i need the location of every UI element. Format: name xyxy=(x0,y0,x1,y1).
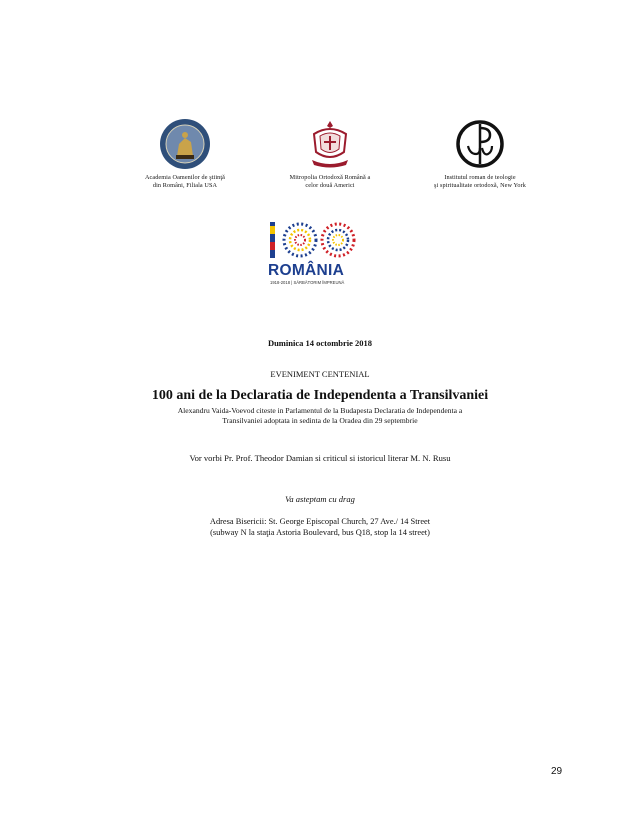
event-address xyxy=(0,516,640,538)
event-type: EVENIMENT CENTENIAL xyxy=(270,369,370,379)
centenar-tagline: 1918-2018 | SĂRBĂTORIM ÎMPREUNĂ xyxy=(270,280,345,285)
mitropolia-caption-line1: Mitropolia Ortodoxă Română a xyxy=(289,174,371,181)
event-description xyxy=(0,406,640,425)
event-description-line1: Alexandru Vaida-Voevod citeste in Parlamentul de la Budapesta Declaratia de Independenta a xyxy=(177,406,463,415)
centenar-100-icon xyxy=(264,218,364,262)
event-address-line1: Adresa Bisericii: St. George Episcopal Church, 27 Ave./ 14 Street xyxy=(209,517,431,526)
event-title: 100 ani de la Declaratia de Independenta a Transilvaniei xyxy=(151,388,489,403)
event-date: Duminica 14 octombrie 2018 xyxy=(267,338,373,348)
page-number: 29 xyxy=(551,766,563,777)
event-invite: Va asteptam cu drag xyxy=(285,494,355,504)
academia-caption-line2: din Români, Filiala USA xyxy=(152,182,218,189)
event-description-line2: Transilvaniei adoptata in sedinta de la Oradea din 29 septembrie xyxy=(222,415,418,425)
academia-seal-icon xyxy=(159,118,211,170)
institutul-caption-line2: şi spiritualitate ortodoxă, New York xyxy=(434,182,526,189)
academia-logo-block xyxy=(120,118,250,190)
mitropolia-logo-block xyxy=(260,118,400,190)
institutul-emblem-icon xyxy=(454,118,506,170)
institutul-logo-block xyxy=(410,118,550,190)
academia-caption-line1: Academia Oamenilor de ştiinţă xyxy=(144,174,226,181)
centenar-logo xyxy=(264,218,364,286)
institutul-caption-line1: Institutul roman de teologie xyxy=(444,174,516,181)
logo-row xyxy=(120,118,540,198)
mitropolia-caption-line2: celor două Americi xyxy=(305,182,355,189)
event-address-line2: (subway N la staţia Astoria Boulevard, bus Q18, stop la 14 street) xyxy=(210,528,430,537)
event-speakers: Vor vorbi Pr. Prof. Theodor Damian si criticul si istoricul literar M. N. Rusu xyxy=(189,453,451,463)
centenar-word: ROMÂNIA xyxy=(268,262,345,279)
mitropolia-crest-icon xyxy=(304,118,356,170)
